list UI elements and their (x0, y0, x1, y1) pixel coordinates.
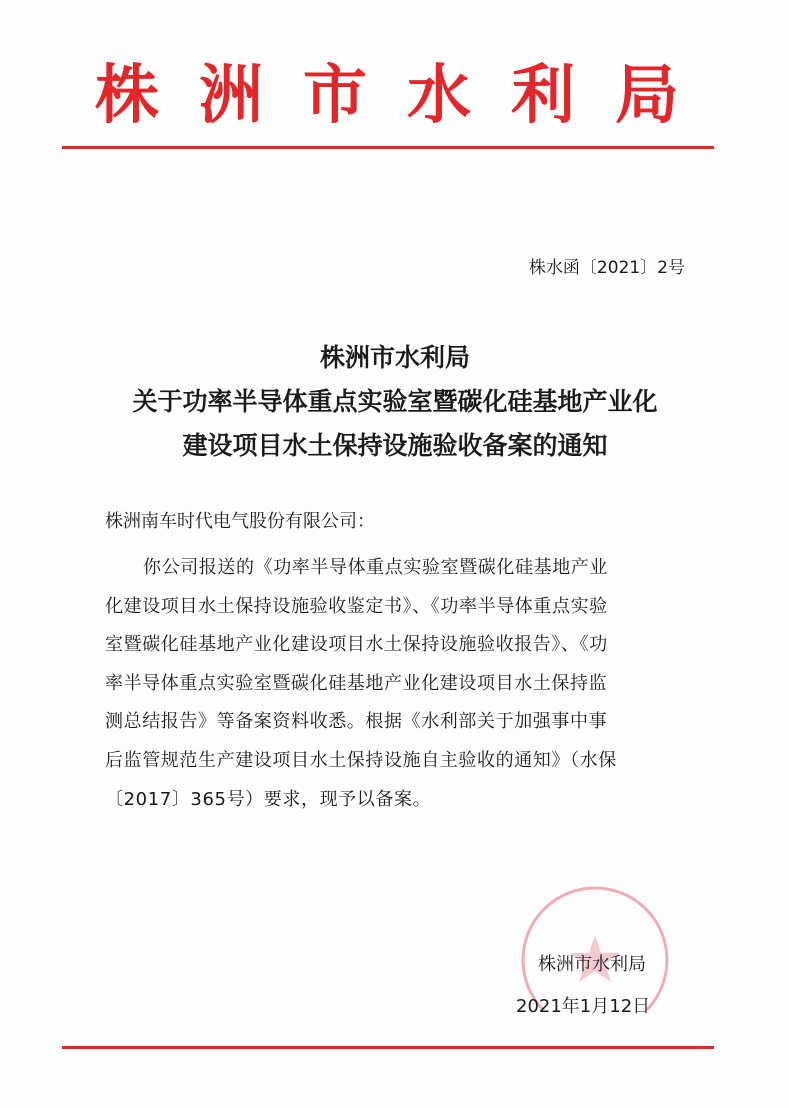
body-text (105, 549, 705, 819)
signature-date: 2021年1月12日 (516, 996, 651, 1017)
body-line: 率半导体重点实验室暨碳化硅基地产业化建设项目水土保持监 (105, 672, 608, 694)
body-line: 室暨碳化硅基地产业化建设项目水土保持设施验收报告》、《功 (105, 634, 608, 656)
body-line: 化建设项目水土保持设施验收鉴定书》、《功率半导体重点实验 (105, 595, 608, 617)
body-line: 后监管规范生产建设项目水土保持设施自主验收的通知》（水保 (105, 749, 617, 771)
document-number: 株水函〔2021〕2号 (528, 258, 685, 278)
title-line: 关于功率半导体重点实验室暨碳化硅基地产业化 (132, 387, 658, 416)
body-line: 〔2017〕365号）要求，现予以备案。 (105, 788, 432, 810)
title-line: 建设项目水土保持设施验收备案的通知 (182, 431, 608, 460)
recipient: 株洲南车时代电气股份有限公司： (105, 511, 375, 532)
agency-letterhead: 株洲市水利局 (95, 58, 719, 133)
signature-organization: 株洲市水利局 (538, 954, 646, 975)
body-line: 你公司报送的《功率半导体重点实验室暨碳化硅基地产业 (143, 557, 608, 578)
body-line: 测总结报告》等备案资料收悉。根据《水利部关于加强事中事 (105, 711, 608, 733)
official-seal (510, 880, 680, 1010)
letterhead-rule (62, 146, 714, 149)
footer-rule (62, 1046, 714, 1049)
document-title (60, 336, 730, 468)
title-line: 株洲市水利局 (319, 343, 470, 372)
